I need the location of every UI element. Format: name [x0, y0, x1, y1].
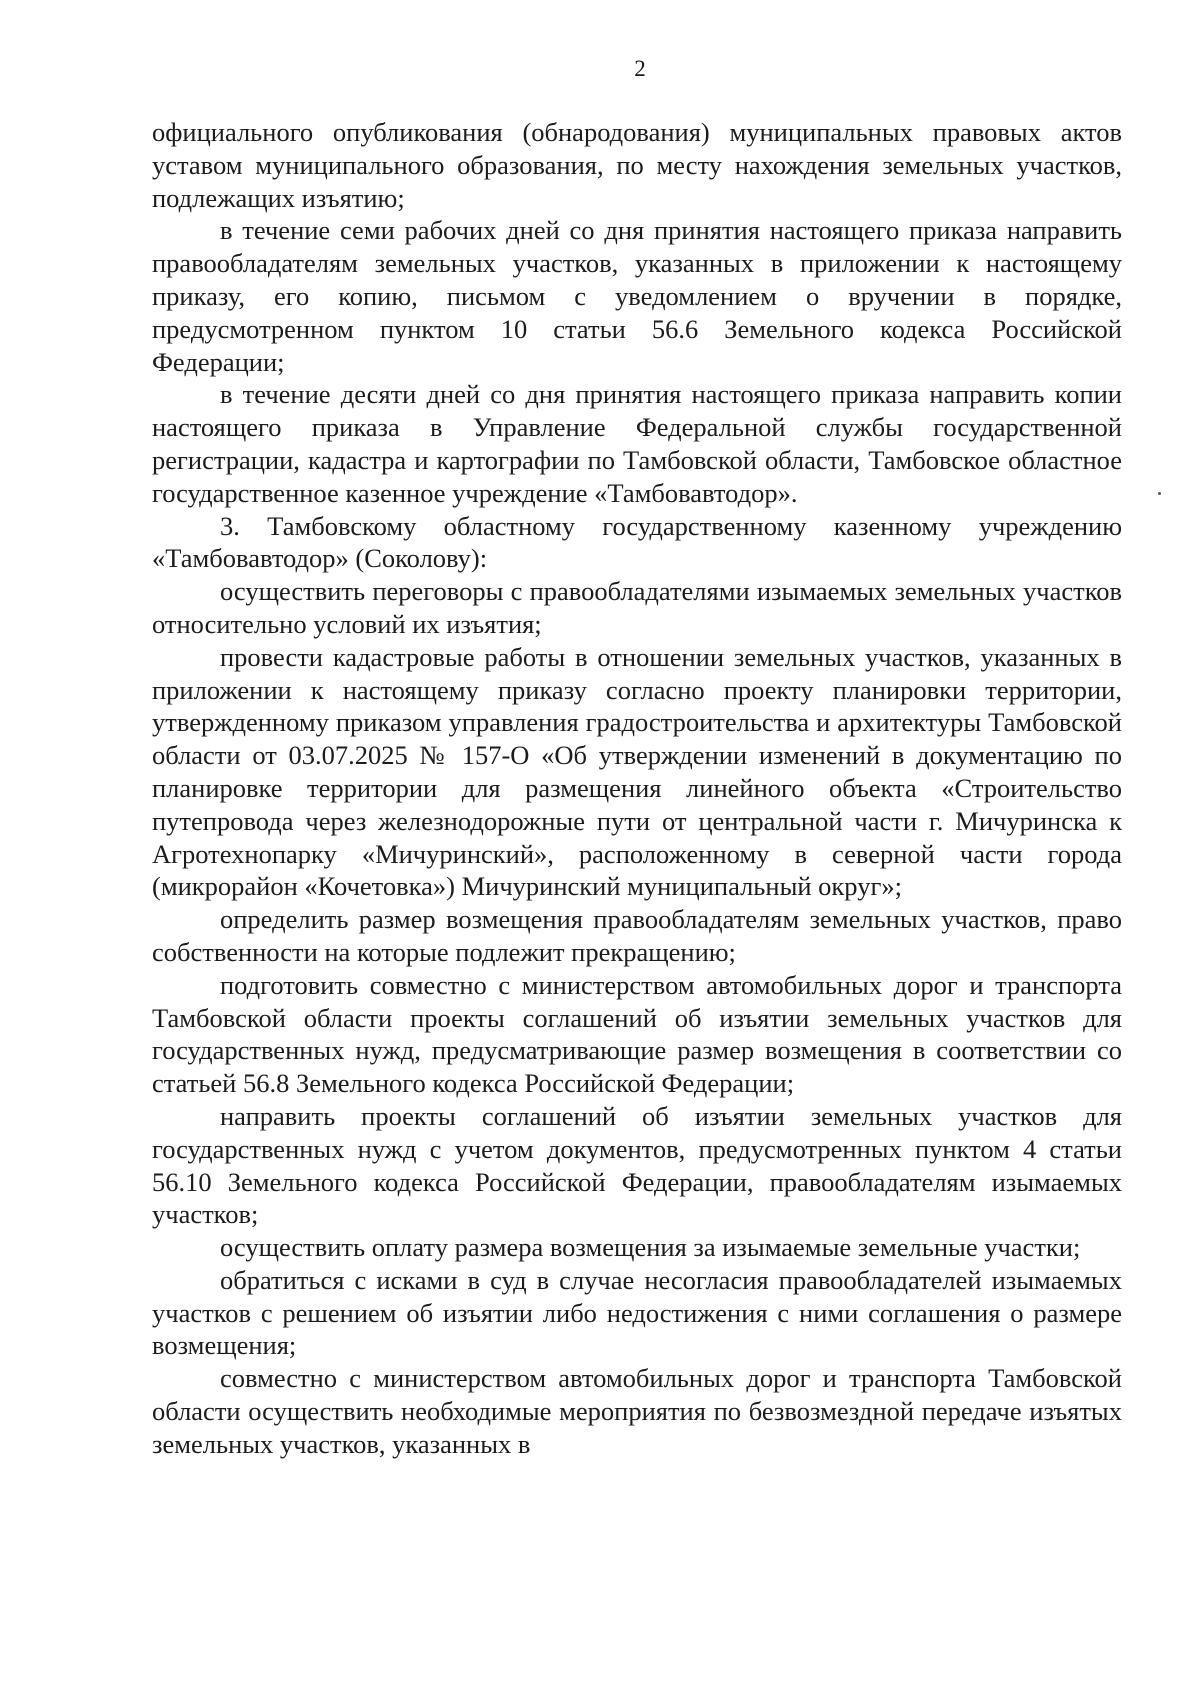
page-number: 2	[634, 56, 646, 81]
paragraph-compensation-amount: определить размер возмещения правообладателям земельных участков, право собственности на которые подлежит прекращению;	[152, 904, 1122, 967]
scan-speck	[1158, 492, 1161, 495]
paragraph-prepare-agreements: подготовить совместно с министерством автомобильных дорог и транспорта Тамбовской области проекты соглашений об изъятии земельных участков для государственных нужд, предусматривающие размер возмещения в соответствии со статьей 56.8 Земельного кодекса Российской Федерации;	[152, 969, 1122, 1099]
paragraph-publication: официального опубликования (обнародования) муниципальных правовых актов уставом муниципального образования, по месту нахождения земельных участков, подлежащих изъятию;	[152, 117, 1122, 213]
paragraph-send-copies-rosreestr: в течение десяти дней со дня принятия настоящего приказа направить копии настоящего приказа в Управление Федеральной службы государственной регистрации, кадастра и картографии по Тамбовской области, Тамбовское областное государственное казенное учреждение «Тамбовавтодор».	[152, 379, 1122, 508]
paragraph-item-3-heading: 3. Тамбовскому областному государственному казенному учреждению «Тамбовавтодор» (Соколову):	[152, 510, 1122, 574]
paragraph-send-copy-owners: в течение семи рабочих дней со дня принятия настоящего приказа направить правообладателям земельных участков, указанных в приложении к настоящему приказу, его копию, письмом с уведомлением о вручении в порядке, предусмотренном пунктом 10 статьи 56.6 Земельного кодекса Российской Федерации;	[152, 215, 1122, 377]
paragraph-send-agreements: направить проекты соглашений об изъятии земельных участков для государственных нужд с учетом документов, предусмотренных пунктом 4 статьи 56.10 Земельного кодекса Российской Федерации, правообладателям изымаемых участков;	[152, 1100, 1122, 1230]
document-body	[152, 116, 1122, 1461]
paragraph-court-claims: обратиться с исками в суд в случае несогласия правообладателей изымаемых участков с решением об изъятии либо недостижения с ними соглашения о размере возмещения;	[152, 1264, 1122, 1361]
paragraph-negotiations: осуществить переговоры с правообладателями изымаемых земельных участков относительно условий их изъятия;	[152, 576, 1122, 639]
paragraph-cadastral-works: провести кадастровые работы в отношении земельных участков, указанных в приложении к настоящему приказу согласно проекту планировки территории, утвержденному приказом управления градостроительства и архитектуры Тамбовской области от 03.07.2025 № 157-О «Об утверждении изменений в документацию по планировке территории для размещения линейного объекта «Строительство путепровода через железнодорожные пути от центральной части г. Мичуринска к Агротехнопарку «Мичуринский», расположенному в северной части города (микрорайон «Кочетовка») Мичуринский муниципальный округ»;	[152, 641, 1122, 902]
paragraph-transfer-plots: совместно с министерством автомобильных дорог и транспорта Тамбовской области осуществить необходимые мероприятия по безвозмездной передаче изъятых земельных участков, указанных в	[152, 1363, 1122, 1459]
paragraph-pay-compensation: осуществить оплату размера возмещения за изымаемые земельные участки;	[220, 1232, 1081, 1263]
